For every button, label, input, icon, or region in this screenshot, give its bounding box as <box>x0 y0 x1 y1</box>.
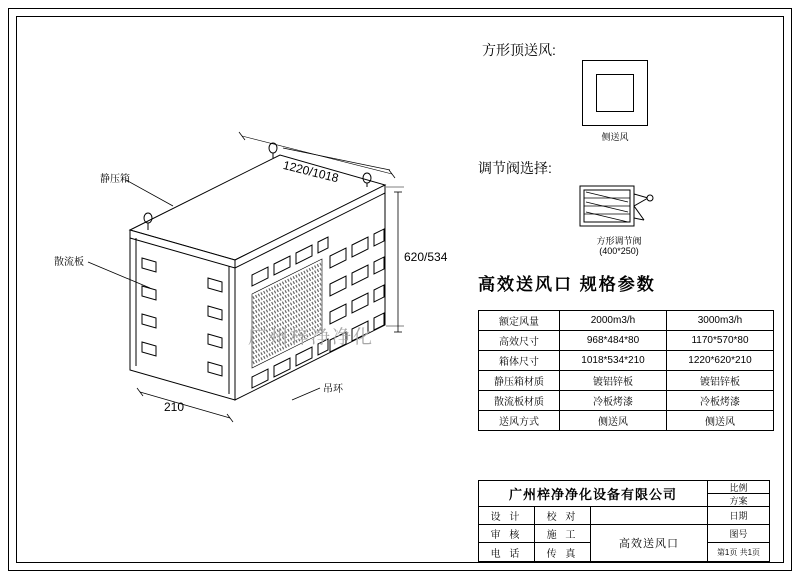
spec-row-value-2: 3000m3/h <box>667 311 774 331</box>
spec-row-value-1: 2000m3/h <box>560 311 667 331</box>
top-supply-caption: 侧送风 <box>601 132 629 142</box>
dimension-height: 620/534 <box>404 250 448 264</box>
dimension-depth: 210 <box>164 400 185 414</box>
page-count: 第1页 共1页 <box>716 547 761 557</box>
label-plenum-box: 静压箱 <box>100 174 130 185</box>
valve-caption-name: 方形调节阀 <box>596 236 642 246</box>
drawing-name: 高效送风口 <box>591 525 708 561</box>
spec-row-value-1: 1018*534*210 <box>560 351 667 371</box>
section-title-valve: 调节阀选择: <box>478 160 552 176</box>
construction-label: 施 工 <box>535 525 591 543</box>
table-row <box>479 411 774 431</box>
spec-row-value-1: 冷板烤漆 <box>560 391 667 411</box>
spec-row-label: 送风方式 <box>479 411 560 431</box>
table-row <box>479 371 774 391</box>
table-row <box>479 351 774 371</box>
section-title-top-supply: 方形顶送风: <box>482 42 556 58</box>
spec-table <box>478 310 774 431</box>
table-row <box>479 391 774 411</box>
table-row <box>479 311 774 331</box>
spec-row-value-2: 冷板烤漆 <box>667 391 774 411</box>
spec-row-value-2: 1220*620*210 <box>667 351 774 371</box>
date-label: 日期 <box>708 507 769 525</box>
spec-row-label: 额定风量 <box>479 311 560 331</box>
fax-label: 传 真 <box>535 543 591 561</box>
plan-label: 方案 <box>708 494 769 507</box>
spec-row-value-1: 侧送风 <box>560 411 667 431</box>
design-value <box>591 507 708 525</box>
spec-row-label: 高效尺寸 <box>479 331 560 351</box>
spec-row-value-2: 镀铝锌板 <box>667 371 774 391</box>
company-name: 广州梓净净化设备有限公司 <box>479 481 708 507</box>
phone-label: 电 话 <box>479 543 535 561</box>
watermark: 广州梓净净化 <box>248 327 375 348</box>
air-supply-unit-drawing <box>30 70 450 450</box>
table-row <box>479 331 774 351</box>
spec-row-value-2: 侧送风 <box>667 411 774 431</box>
dimension-length: 1220/1018 <box>281 158 341 186</box>
spec-row-value-2: 1170*570*80 <box>667 331 774 351</box>
spec-row-value-1: 镀铝锌板 <box>560 371 667 391</box>
spec-row-label: 散流板材质 <box>479 391 560 411</box>
spec-row-label: 箱体尺寸 <box>479 351 560 371</box>
top-supply-figure-inner <box>596 74 634 112</box>
top-supply-figure <box>582 60 648 126</box>
review-label: 审 核 <box>479 525 535 543</box>
design-label: 设 计 <box>479 507 535 525</box>
scale-label: 比例 <box>708 481 769 494</box>
drawing-no-label: 图号 <box>708 525 769 543</box>
isometric-drawing <box>30 70 450 450</box>
title-block <box>478 480 770 562</box>
label-hanger-ring: 吊环 <box>323 384 343 395</box>
check-label: 校 对 <box>535 507 591 525</box>
spec-row-label: 静压箱材质 <box>479 371 560 391</box>
label-diffuser-plate: 散流板 <box>54 257 84 268</box>
spec-row-value-1: 968*484*80 <box>560 331 667 351</box>
spec-table-title: 高效送风口 规格参数 <box>478 275 656 294</box>
valve-figure <box>578 180 658 232</box>
valve-caption-size: (400*250) <box>599 246 639 256</box>
